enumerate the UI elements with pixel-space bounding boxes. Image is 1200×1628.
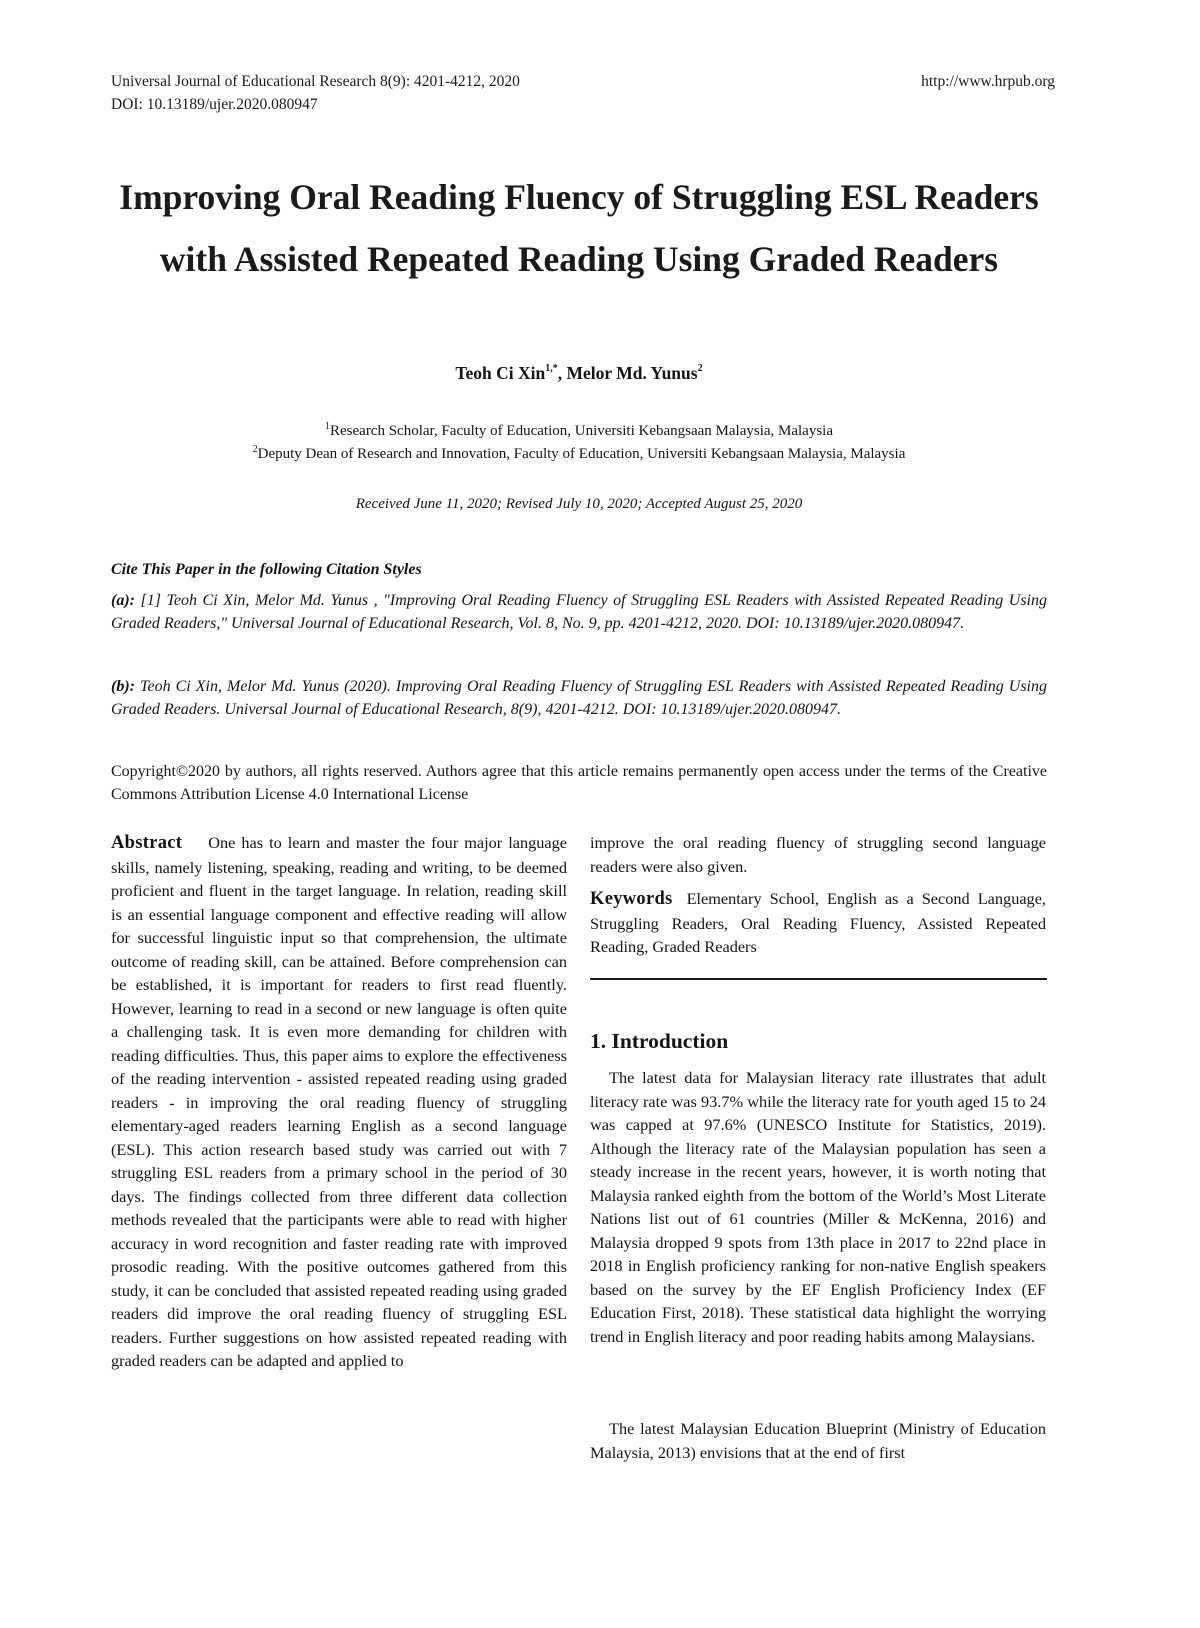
author-separator: , [557,363,567,383]
affiliation-number: 2 [252,444,258,455]
citation-label: (a): [111,592,135,609]
author-name: Teoh Ci Xin [455,363,546,383]
citation-text: [1] Teoh Ci Xin, Melor Md. Yunus , "Improving Oral Reading Fluency of Struggling ESL Readers with Assisted Repeated Reading Using Graded Readers," Universal Journal of Educational Research, Vol. 8, No. 9, pp. 4201-4212, 2020. DOI: 10.13189/ujer.2020.080947. [111,592,1047,632]
abstract-continued: improve the oral reading fluency of struggling second language readers were also given. [590,833,1046,876]
keywords-label: Keywords [590,889,673,909]
author-list [100,361,1058,385]
running-header [111,70,520,116]
affiliation-line [100,420,1058,443]
doi-line: DOI: 10.13189/ujer.2020.080947 [111,96,318,113]
copyright-notice: Copyright©2020 by authors, all rights reserved. Authors agree that this article remains permanently open access under the terms of the Creative Commons Attribution License 4.0 International License [111,763,1047,803]
affiliations [100,420,1058,466]
abstract-label: Abstract [111,833,183,853]
author-name: Melor Md. Yunus [566,363,698,383]
affiliation-number: 1 [325,421,330,432]
citation-label: (b): [111,678,135,695]
citation-style-b [111,675,1047,721]
abstract-text: One has to learn and master the four major language skills, namely listening, speaking, reading and writing, to be deemed proficient and fluent in the target language. In relation, reading skill is an essential language component and effective reading will allow for successful linguistic input so that comprehension, the ultimate outcome of reading skill, can be attained. Before comprehension can be established, it is important for readers to first read fluently. However, learning to read in a second or new language is often quite a challenging task. It is even more demanding for children with reading difficulties. Thus, this paper aims to explore the effectiveness of the reading intervention - assisted repeated reading using graded readers - in improving the oral reading fluency of struggling elementary-aged readers learning English as a second language (ESL). This action research based study was carried out with 7 struggling ESL readers from a primary school in the period of 30 days. The findings collected from three different data collection methods revealed that the participants were able to read with higher accuracy in word recognition and faster reading rate with improved prosodic reading. With the positive outcomes gathered from this study, it can be concluded that assisted repeated reading using graded readers did improve the oral reading fluency of struggling ESL readers. Further suggestions on how assisted repeated reading with graded readers can be adapted and applied to [111,833,567,1370]
citation-style-a [111,589,1047,635]
citation-heading: Cite This Paper in the following Citation Styles [111,561,422,578]
section-divider [590,978,1047,980]
keywords-text: Elementary School, English as a Second Language, Struggling Readers, Oral Reading Fluency, Assisted Repeated Reading, Graded Readers [590,889,1046,956]
publisher-url[interactable]: http://www.hrpub.org [921,73,1055,90]
affiliation-text: Research Scholar, Faculty of Education, Universiti Kebangsaan Malaysia, Malaysia [330,423,833,439]
affiliation-text: Deputy Dean of Research and Innovation, Faculty of Education, Universiti Kebangsaan Malaysia, Malaysia [257,446,906,462]
abstract [111,831,567,1373]
author-affiliation-marker: 2 [697,363,703,374]
citation-text: Teoh Ci Xin, Melor Md. Yunus (2020). Improving Oral Reading Fluency of Struggling ESL Readers with Assisted Repeated Reading Using Graded Readers. Universal Journal of Educational Research, 8(9), 4201-4212. DOI: 10.13189/ujer.2020.080947. [111,678,1048,718]
submission-dates: Received June 11, 2020; Revised July 10, 2020; Accepted August 25, 2020 [355,496,803,512]
section-heading-introduction: 1. Introduction [590,1029,729,1053]
introduction-paragraph: The latest data for Malaysian literacy rate illustrates that adult literacy rate was 93.7% while the literacy rate for youth aged 15 to 24 was capped at 97.6% (UNESCO Institute for Statistics, 2019). Although the literacy rate of the Malaysian population has seen a steady increase in the recent years, however, it is worth noting that Malaysia ranked eighth from the bottom of the World’s Most Literate Nations list out of 61 countries (Miller & McKenna, 2016) and Malaysia dropped 9 spots from 13th place in 2017 to 22nd place in 2018 in English proficiency ranking for non-native English speakers based on the survey by the EF English Proficiency Index (EF Education First, 2018). These statistical data highlight the worrying trend in English literacy and poor reading habits among Malaysians. [590,1068,1046,1346]
journal-citation-line: Universal Journal of Educational Research 8(9): 4201-4212, 2020 [111,73,520,90]
introduction-paragraph: The latest Malaysian Education Blueprint (Ministry of Education Malaysia, 2013) envisions that at the end of first [590,1419,1046,1462]
keywords [590,887,1046,959]
paper-title: Improving Oral Reading Fluency of Struggling ESL Readers with Assisted Repeated Reading Using Graded Readers [119,177,1039,279]
author-affiliation-marker: 1,* [545,363,558,374]
affiliation-line [100,443,1058,466]
